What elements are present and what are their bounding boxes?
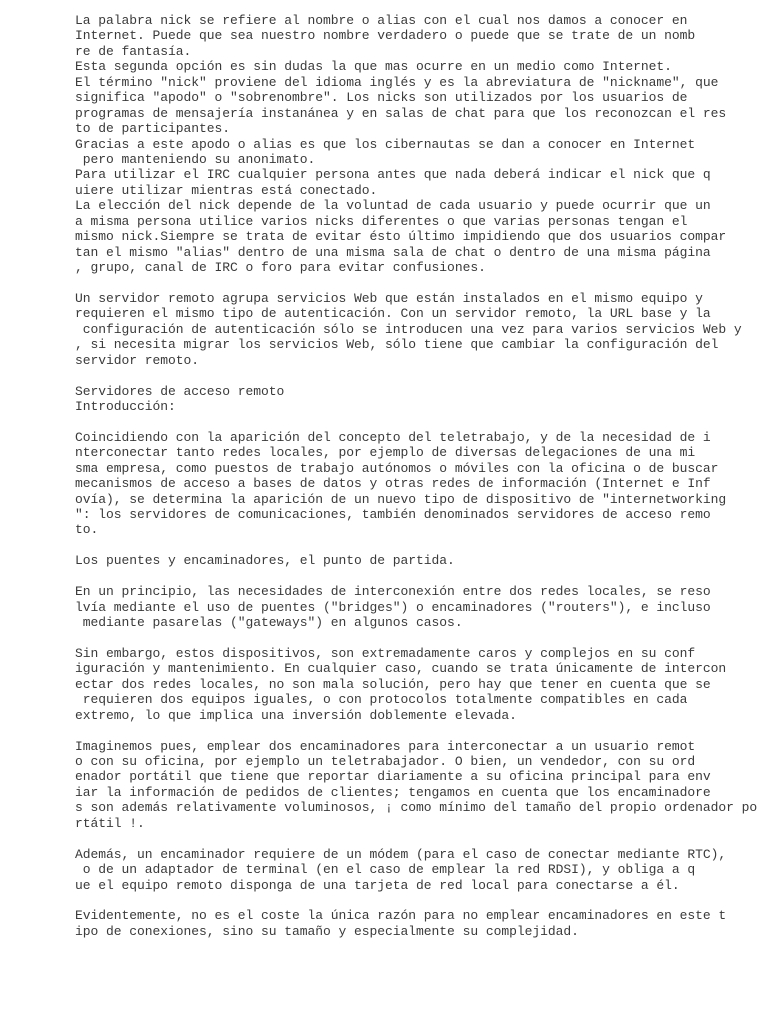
- text-line: Sin embargo, estos dispositivos, son extremadamente caros y complejos en su conf: [75, 645, 696, 661]
- text-line: tan el mismo "alias" dentro de una misma sala de chat o dentro de una misma página: [75, 244, 711, 260]
- text-line: ovía), se determina la aparición de un nuevo tipo de dispositivo de "internetworking: [75, 491, 727, 507]
- text-line: servidor remoto.: [75, 352, 200, 368]
- text-line: Para utilizar el IRC cualquier persona antes que nada deberá indicar el nick que q: [75, 167, 711, 183]
- text-line: Introducción:: [75, 398, 176, 414]
- text-line: mecanismos de acceso a bases de datos y otras redes de información (Internet e Inf: [75, 476, 711, 492]
- text-line: s son además relativamente voluminosos, ¡ como mínimo del tamaño del propio ordenador po: [75, 800, 758, 816]
- text-line: mismo nick.Siempre se trata de evitar ésto último impidiendo que dos usuarios compar: [75, 229, 727, 245]
- text-line: [75, 723, 755, 738]
- text-line: Gracias a este apodo o alias es que los cibernautas se dan a conocer en Internet: [75, 136, 696, 152]
- text-line: lvía mediante el uso de puentes ("bridges") o encaminadores ("routers"), e incluso: [75, 599, 711, 615]
- text-line: ectar dos redes locales, no son mala solución, pero hay que tener en cuenta que se: [75, 676, 711, 692]
- text-line: a misma persona utilice varios nicks diferentes o que varias personas tengan el: [75, 213, 688, 229]
- text-line: [75, 569, 755, 584]
- text-line: [75, 368, 755, 383]
- text-line: to.: [75, 522, 99, 538]
- text-line: [75, 275, 755, 290]
- text-line: [75, 831, 755, 846]
- text-line: [75, 893, 755, 908]
- text-line: Un servidor remoto agrupa servicios Web que están instalados en el mismo equipo y: [75, 290, 703, 306]
- text-line: Evidentemente, no es el coste la única razón para no emplear encaminadores en este t: [75, 908, 727, 924]
- text-line: ue el equipo remoto disponga de una tarjeta de red local para conectarse a él.: [75, 877, 680, 893]
- text-line: , si necesita migrar los servicios Web, sólo tiene que cambiar la configuración del: [75, 337, 719, 353]
- text-line: ipo de conexiones, sino su tamaño y especialmente su complejidad.: [75, 923, 579, 939]
- text-line: requieren el mismo tipo de autenticación. Con un servidor remoto, la URL base y la: [75, 306, 711, 322]
- text-line: uiere utilizar mientras está conectado.: [75, 182, 378, 198]
- text-line: to de participantes.: [75, 121, 231, 137]
- text-line: enador portátil que tiene que reportar diariamente a su oficina principal para env: [75, 769, 711, 785]
- document-page: [75, 13, 758, 939]
- text-line: iar la información de pedidos de clientes; tengamos en cuenta que los encaminadore: [75, 784, 711, 800]
- text-line: Coincidiendo con la aparición del concepto del teletrabajo, y de la necesidad de i: [75, 429, 711, 445]
- text-line: Servidores de acceso remoto: [75, 383, 285, 399]
- text-line: programas de mensajería instanánea y en salas de chat para que los reconozcan el res: [75, 105, 727, 121]
- text-line: [75, 631, 755, 646]
- text-line: nterconectar tanto redes locales, por ejemplo de diversas delegaciones de una mi: [75, 445, 696, 461]
- text-line: o de un adaptador de terminal (en el caso de emplear la red RDSI), y obliga a q: [75, 862, 696, 878]
- text-line: En un principio, las necesidades de interconexión entre dos redes locales, se reso: [75, 584, 711, 600]
- text-line: [75, 414, 755, 429]
- text-line: extremo, lo que implica una inversión doblemente elevada.: [75, 707, 517, 723]
- text-line: La elección del nick depende de la voluntad de cada usuario y puede ocurrir que un: [75, 198, 711, 214]
- text-line: requieren dos equipos iguales, o con protocolos totalmente compatibles en cada: [75, 692, 688, 708]
- text-line: pero manteniendo su anonimato.: [75, 151, 316, 167]
- text-line: o con su oficina, por ejemplo un teletrabajador. O bien, un vendedor, con su ord: [75, 754, 696, 769]
- text-line: mediante pasarelas ("gateways") en algunos casos.: [75, 615, 463, 631]
- text-line: Internet. Puede que sea nuestro nombre verdadero o puede que se trate de un nomb: [75, 28, 696, 44]
- text-line: , grupo, canal de IRC o foro para evitar confusiones.: [75, 260, 486, 275]
- text-line: Los puentes y encaminadores, el punto de partida.: [75, 553, 455, 569]
- text-line: rtátil !.: [75, 815, 145, 831]
- text-line: iguración y mantenimiento. En cualquier caso, cuando se trata únicamente de intercon: [75, 661, 727, 677]
- text-line: La palabra nick se refiere al nombre o alias con el cual nos damos a conocer en: [75, 13, 688, 28]
- text-line: significa "apodo" o "sobrenombre". Los nicks son utilizados por los usuarios de: [75, 90, 688, 106]
- text-line: Imaginemos pues, emplear dos encaminadores para interconectar a un usuario remot: [75, 738, 696, 754]
- text-line: configuración de autenticación sólo se introducen una vez para varios servicios Web y: [75, 321, 742, 337]
- text-line: Además, un encaminador requiere de un módem (para el caso de conectar mediante RTC),: [75, 846, 727, 862]
- text-line: re de fantasía.: [75, 43, 192, 59]
- text-line: ": los servidores de comunicaciones, también denominados servidores de acceso remo: [75, 507, 711, 522]
- text-line: Esta segunda opción es sin dudas la que mas ocurre en un medio como Internet.: [75, 59, 672, 75]
- text-line: [75, 538, 755, 553]
- text-line: El término "nick" proviene del idioma inglés y es la abreviatura de "nickname", que: [75, 74, 719, 90]
- text-line: sma empresa, como puestos de trabajo autónomos o móviles con la oficina o de buscar: [75, 460, 719, 476]
